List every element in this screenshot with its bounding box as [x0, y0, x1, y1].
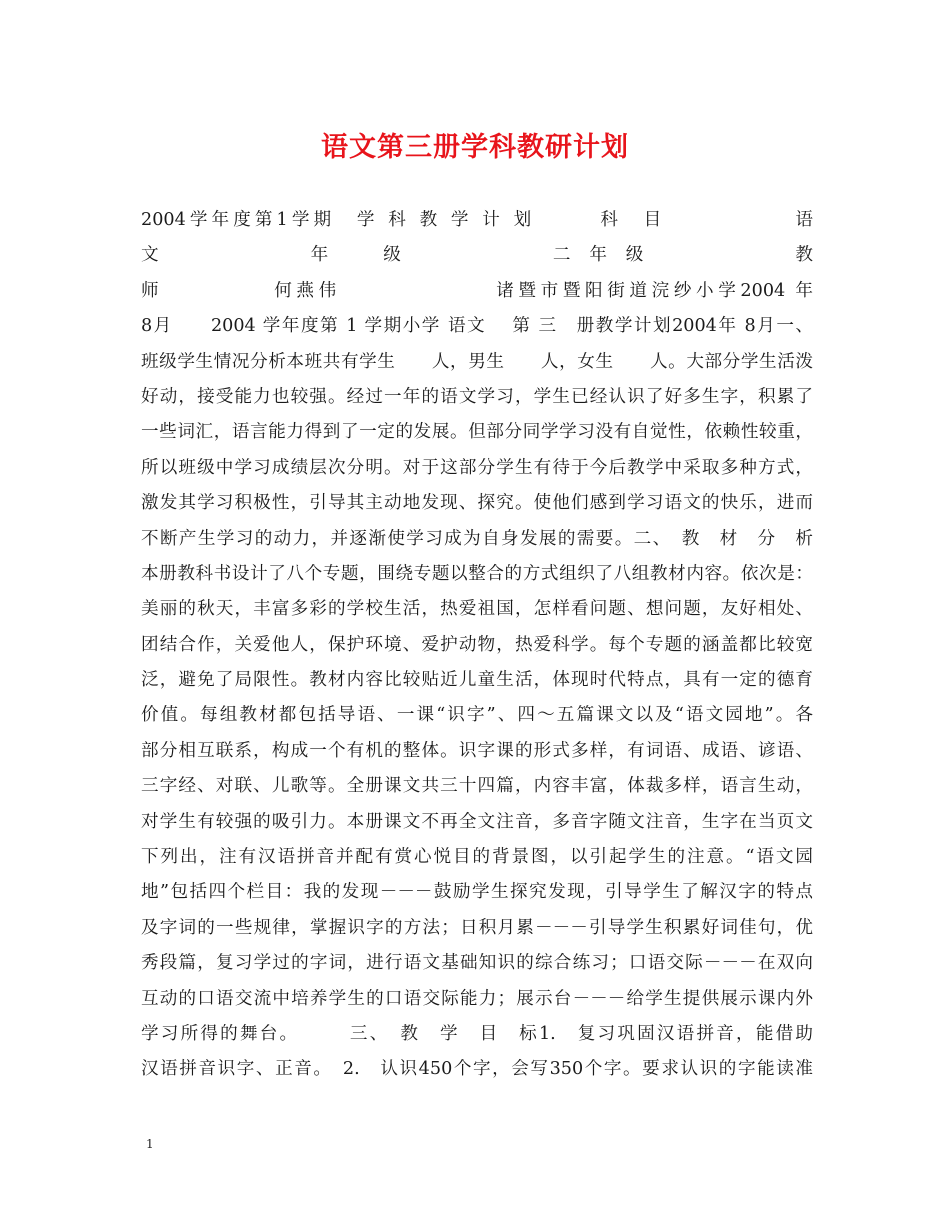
body-line: 所以班级中学习成绩层次分明。对于这部分学生有待于今后教学中采取多种方式， [141, 457, 813, 478]
body-line: 师 何燕伟 诸暨市暨阳街道浣纱小学2004 年 [141, 280, 813, 301]
body-line: 互动的口语交流中培养学生的口语交际能力；展示台－－－给学生提供展示课内外 [141, 988, 813, 1009]
page-number: 1 [146, 1137, 154, 1151]
body-line: 部分相互联系，构成一个有机的整体。识字课的形式多样，有词语、成语、谚语、 [141, 740, 813, 761]
body-line: 泛，避免了局限性。教材内容比较贴近儿童生活，体现时代特点，具有一定的德育 [141, 670, 813, 691]
body-line: 下列出，注有汉语拼音并配有赏心悦目的背景图，以引起学生的注意。“语文园 [141, 847, 813, 868]
body-line: 不断产生学习的动力，并逐渐使学习成为自身发展的需要。二、 教 材 分 析 [141, 528, 813, 549]
body-line: 秀段篇，复习学过的字词，进行语文基础知识的综合练习；口语交际－－－在双向 [141, 953, 813, 974]
body-line: 美丽的秋天，丰富多彩的学校生活，热爱祖国，怎样看问题、想问题，友好相处、 [141, 599, 813, 620]
body-line: 文 年 级 二 年 级 教 [141, 245, 813, 266]
body-line: 一些词汇，语言能力得到了一定的发展。但部分同学学习没有自觉性，依赖性较重， [141, 422, 813, 443]
body-line: 班级学生情况分析本班共有学生 人，男生 人，女生 人。大部分学生活泼 [141, 351, 813, 372]
body-line: 激发其学习积极性，引导其主动地发现、探究。使他们感到学习语文的快乐，进而 [141, 493, 813, 514]
body-line: 价值。每组教材都包括导语、一课“识字”、四～五篇课文以及“语文园地”。各 [141, 705, 813, 726]
body-line: 汉语拼音识字、正音。 2. 认识450个字，会写350个字。要求认识的字能读准 [141, 1059, 813, 1080]
body-line: 8月 2004 学年度第 1 学期小学 语文 第 三 册教学计划2004年 8月一、 [141, 316, 813, 337]
document-body [141, 203, 813, 1088]
body-line: 地”包括四个栏目：我的发现－－－鼓励学生探究发现，引导学生了解汉字的特点 [141, 882, 813, 903]
body-line: 三字经、对联、儿歌等。全册课文共三十四篇，内容丰富，体裁多样，语言生动， [141, 776, 813, 797]
body-line: 对学生有较强的吸引力。本册课文不再全文注音，多音字随文注音，生字在当页文 [141, 811, 813, 832]
body-line: 好动，接受能力也较强。经过一年的语文学习，学生已经认识了好多生字，积累了 [141, 386, 813, 407]
body-line: 学习所得的舞台。 三、 教 学 目 标1. 复习巩固汉语拼音，能借助 [141, 1023, 813, 1044]
document-title: 语文第三册学科教研计划 [321, 132, 629, 163]
body-line: 及字词的一些规律，掌握识字的方法；日积月累－－－引导学生积累好词佳句，优 [141, 917, 813, 938]
body-line: 本册教科书设计了八个专题，围绕专题以整合的方式组织了八组教材内容。依次是： [141, 563, 813, 584]
body-line: 2004学年度第1学期 学 科 教 学 计 划 科 目 语 [141, 210, 813, 230]
body-line: 团结合作，关爱他人，保护环境、爱护动物，热爱科学。每个专题的涵盖都比较宽 [141, 634, 813, 655]
